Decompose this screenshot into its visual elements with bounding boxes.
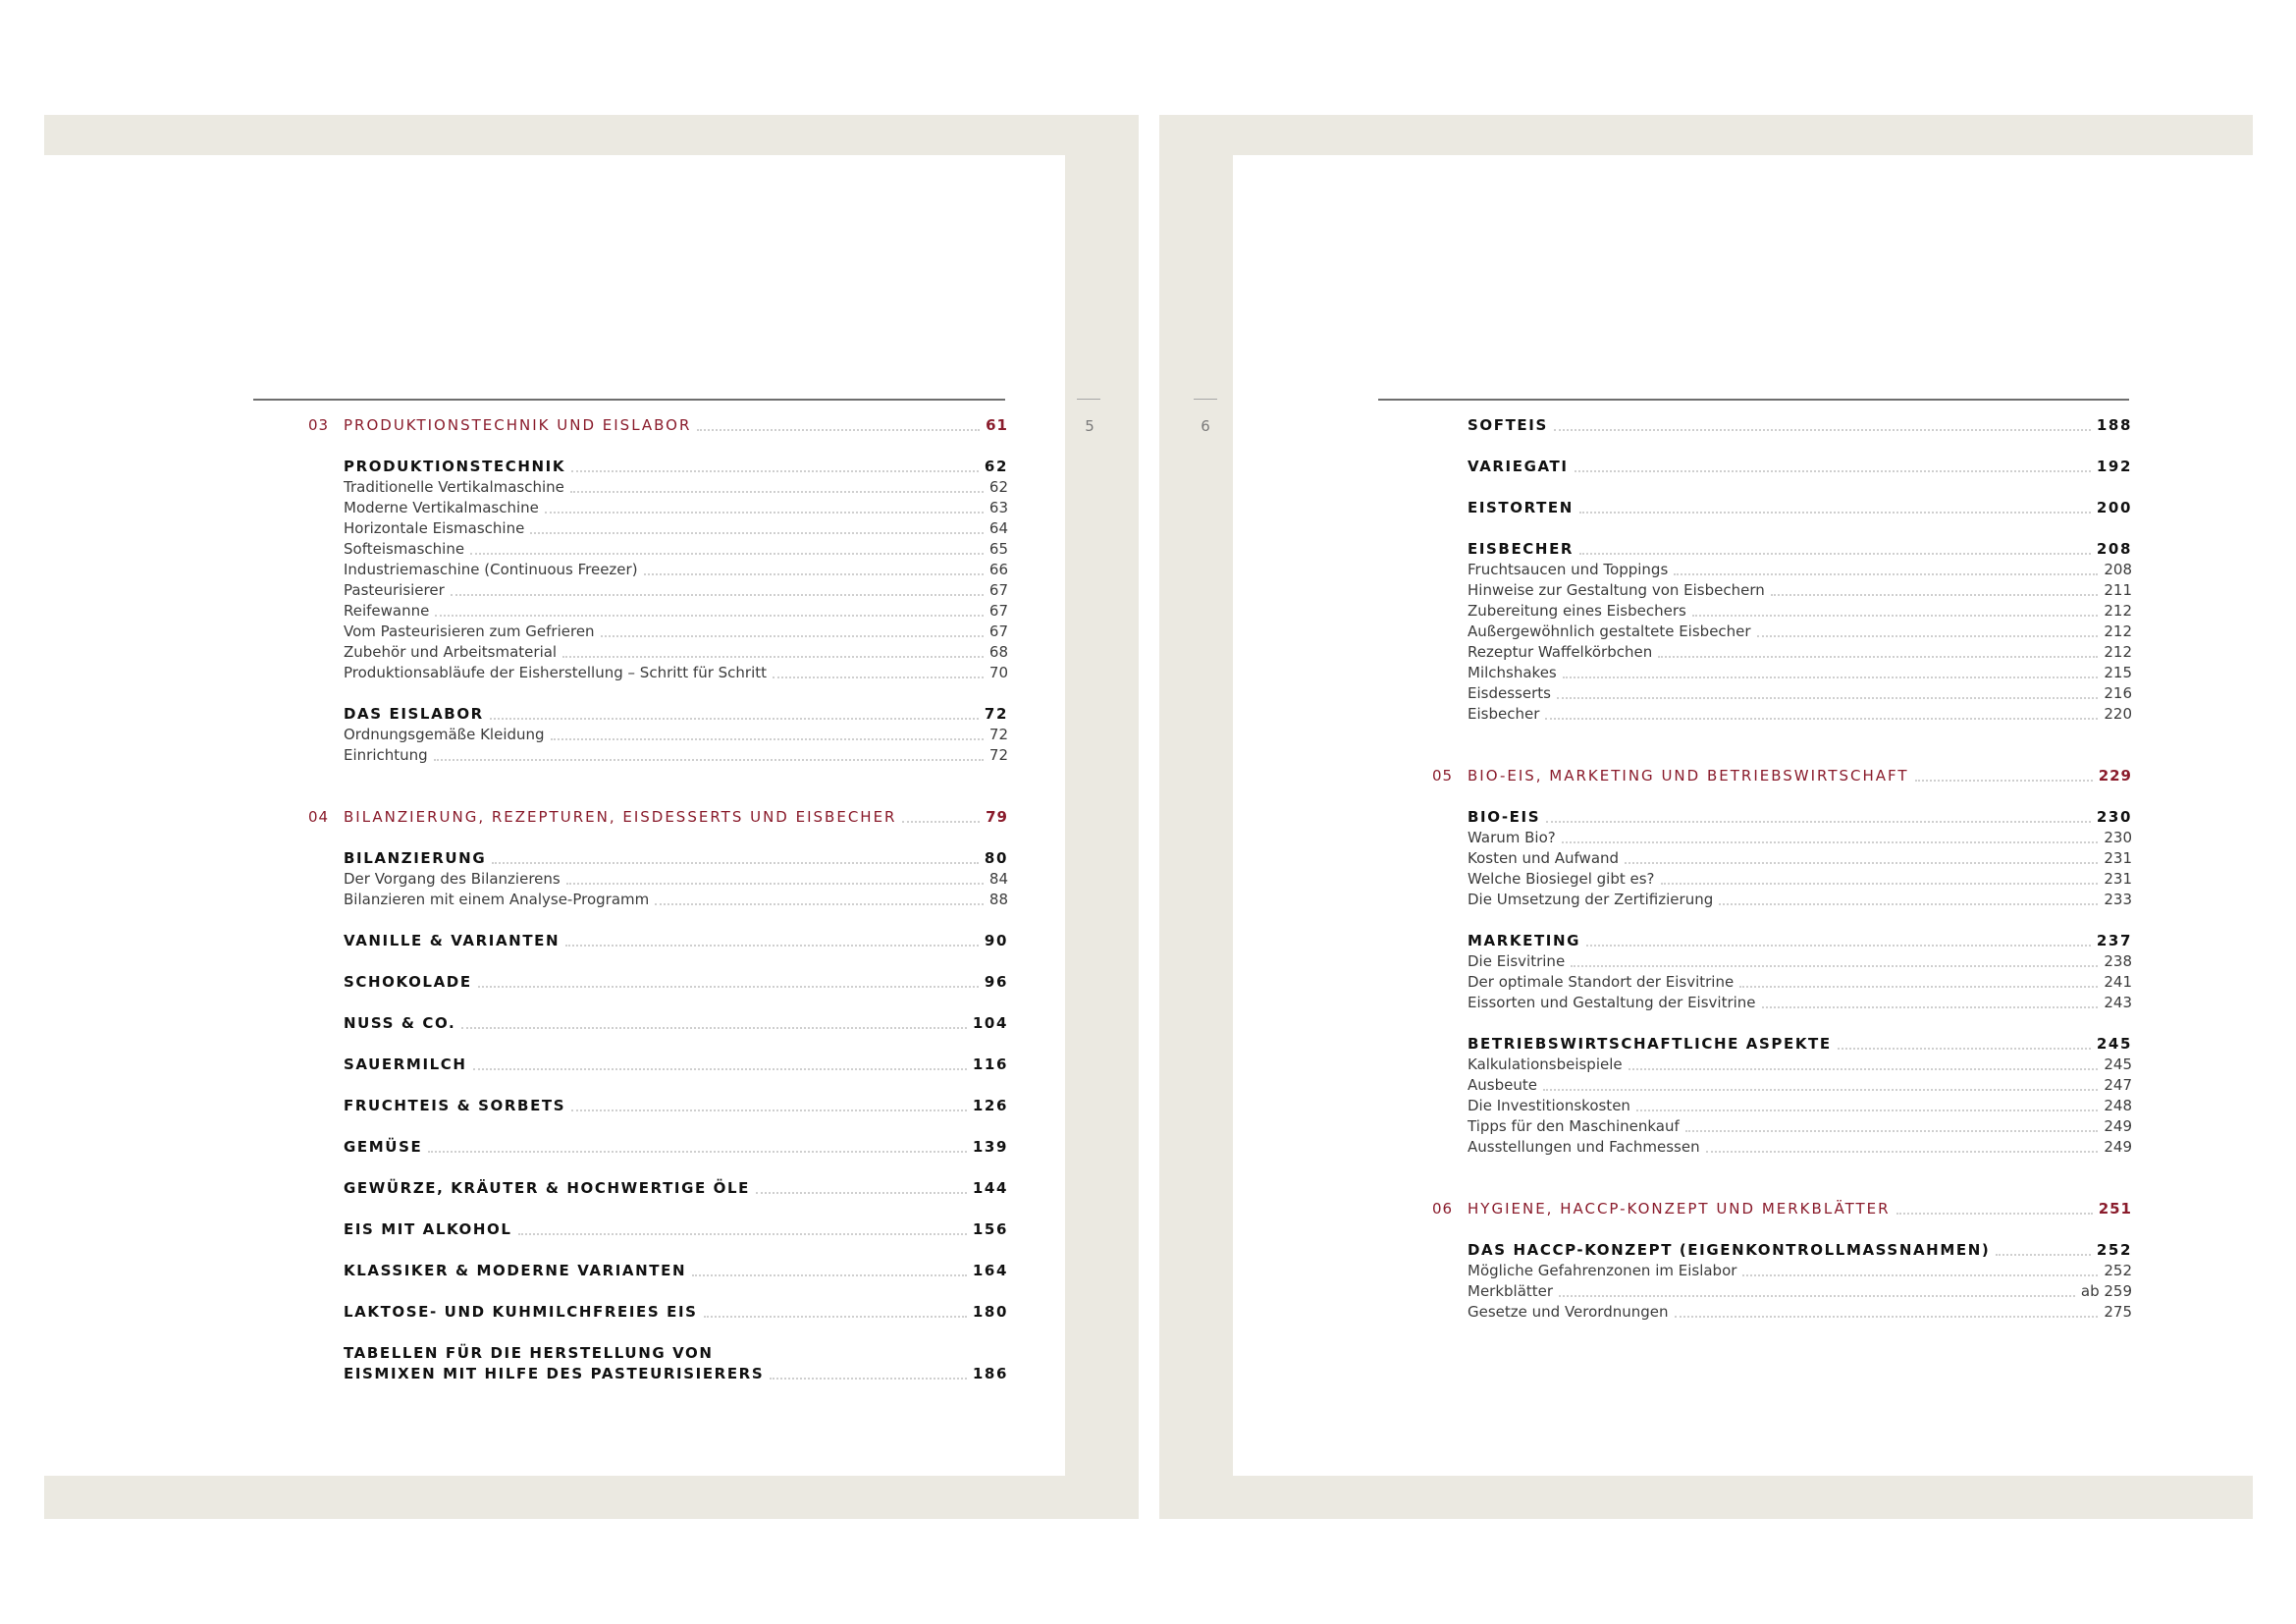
dot-leader	[551, 738, 984, 740]
toc-entry-title: Vom Pasteurisieren zum Gefrieren	[344, 623, 595, 640]
dot-leader	[756, 1192, 967, 1194]
toc-section-entry[interactable]	[344, 1219, 1008, 1240]
toc-entry-title: BIO-EIS	[1468, 808, 1541, 826]
toc-section-entry[interactable]	[344, 704, 1008, 725]
toc-entry-title-line2: EISMIXEN MIT HILFE DES PASTEURISIERERS	[344, 1365, 765, 1382]
toc-entry-title: Industriemaschine (Continuous Freezer)	[344, 561, 638, 578]
toc-entry-title: Kosten und Aufwand	[1468, 849, 1620, 867]
toc-page-number: 70	[988, 664, 1008, 681]
toc-page-number: 63	[988, 499, 1008, 516]
toc-entry-title: Produktionsabläufe der Eisherstellung – Schritt für Schritt	[344, 664, 768, 681]
toc-item-entry[interactable]	[1468, 663, 2132, 683]
toc-item-entry[interactable]	[1468, 1096, 2132, 1116]
dot-leader	[697, 429, 980, 431]
toc-page-number: 275	[2104, 1303, 2132, 1321]
dot-leader	[601, 635, 984, 637]
toc-section-entry[interactable]	[1468, 931, 2132, 951]
dot-leader	[1915, 780, 2093, 782]
dot-leader	[473, 1068, 967, 1070]
toc-section-entry[interactable]	[1468, 457, 2132, 477]
toc-entry-title: Bilanzieren mit einem Analyse-Programm	[344, 891, 650, 908]
toc-entry-title: GEWÜRZE, KRÄUTER & HOCHWERTIGE ÖLE	[344, 1179, 751, 1197]
toc-entry-title-line1: TABELLEN FÜR DIE HERSTELLUNG VON	[344, 1344, 714, 1362]
toc-entry-title: Horizontale Eismaschine	[344, 519, 525, 537]
dot-leader	[1554, 429, 2091, 431]
toc-entry-title: Merkblätter	[1468, 1282, 1554, 1300]
dot-leader	[1629, 1068, 2099, 1070]
toc-entry-title: Zubereitung eines Eisbechers	[1468, 602, 1686, 620]
toc-section-entry[interactable]	[1468, 1034, 2132, 1055]
dot-leader	[570, 491, 984, 493]
toc-page-number: 231	[2104, 870, 2132, 888]
toc-chapter-entry[interactable]	[308, 807, 1008, 828]
dot-leader	[1896, 1213, 2093, 1215]
dot-leader	[704, 1316, 967, 1318]
toc-page-number: 212	[2104, 602, 2132, 620]
toc-section-entry[interactable]	[344, 848, 1008, 869]
toc-item-entry[interactable]	[1468, 1261, 2132, 1281]
toc-page-number: 80	[984, 849, 1008, 867]
toc-item-entry[interactable]	[1468, 1281, 2132, 1302]
toc-page-number: 90	[984, 932, 1008, 949]
toc-page-number: 126	[972, 1097, 1008, 1114]
toc-section-entry[interactable]	[344, 931, 1008, 951]
toc-entry-title: EISTORTEN	[1468, 499, 1574, 516]
dot-leader	[478, 986, 979, 988]
dot-leader	[545, 512, 984, 514]
toc-page-number: 62	[988, 478, 1008, 496]
toc-item-entry[interactable]	[1468, 1302, 2132, 1323]
toc-item-entry[interactable]	[344, 560, 1008, 580]
toc-entry-title: BILANZIERUNG, REZEPTUREN, EISDESSERTS UND EISBECHER	[344, 808, 897, 826]
toc-page-number: 65	[988, 540, 1008, 558]
toc-entry-title: BILANZIERUNG	[344, 849, 487, 867]
toc-entry-title: Welche Biosiegel gibt es?	[1468, 870, 1655, 888]
toc-item-entry[interactable]	[344, 477, 1008, 498]
toc-page-number: 67	[988, 602, 1008, 620]
toc-page-number: 231	[2104, 849, 2132, 867]
dot-leader	[565, 945, 979, 947]
toc-page-number: 220	[2104, 705, 2132, 723]
toc-entry-title: BIO-EIS, MARKETING UND BETRIEBSWIRTSCHAFT	[1468, 767, 1909, 785]
left-page-number-tick	[1077, 399, 1100, 400]
dot-leader	[518, 1233, 967, 1235]
toc-page-number: 186	[972, 1365, 1008, 1382]
chapter-number: 06	[1432, 1200, 1454, 1218]
right-top-rule	[1378, 399, 2129, 401]
toc-item-entry[interactable]	[1468, 1075, 2132, 1096]
toc-page-number: 237	[2096, 932, 2132, 949]
toc-page-number: 62	[984, 458, 1008, 475]
dot-leader	[1996, 1254, 2091, 1256]
toc-entry-title: PRODUKTIONSTECHNIK	[344, 458, 566, 475]
dot-leader	[434, 759, 984, 761]
toc-section-entry[interactable]	[344, 1178, 1008, 1199]
toc-page-number: 200	[2096, 499, 2132, 516]
toc-entry-title: Kalkulationsbeispiele	[1468, 1056, 1623, 1073]
dot-leader	[1579, 553, 2091, 555]
dot-leader	[571, 1110, 967, 1111]
dot-leader	[470, 553, 984, 555]
dot-leader	[435, 615, 984, 617]
toc-item-entry[interactable]	[1468, 704, 2132, 725]
toc-entry-title: VANILLE & VARIANTEN	[344, 932, 561, 949]
toc-item-entry[interactable]	[344, 622, 1008, 642]
dot-leader	[1675, 1316, 2099, 1318]
toc-item-entry[interactable]	[1468, 848, 2132, 869]
toc-entry-title: Mögliche Gefahrenzonen im Eislabor	[1468, 1262, 1737, 1279]
toc-page-number: 192	[2096, 458, 2132, 475]
toc-item-entry[interactable]	[1468, 1116, 2132, 1137]
toc-item-entry[interactable]	[344, 890, 1008, 910]
toc-item-entry[interactable]	[344, 498, 1008, 518]
toc-entry-title: Traditionelle Vertikalmaschine	[344, 478, 564, 496]
toc-entry-title: BETRIEBSWIRTSCHAFTLICHE ASPEKTE	[1468, 1035, 1832, 1053]
toc-entry-title: Einrichtung	[344, 746, 428, 764]
dot-leader	[490, 718, 979, 720]
toc-page-number: 188	[2096, 416, 2132, 434]
toc-page-number: 241	[2104, 973, 2132, 991]
toc-entry-title: EISBECHER	[1468, 540, 1575, 558]
dot-leader	[1563, 677, 2099, 678]
toc-section-entry[interactable]	[344, 1302, 1008, 1323]
dot-leader	[1674, 573, 2098, 575]
dot-leader	[1575, 470, 2091, 472]
toc-entry-title: FRUCHTEIS & SORBETS	[344, 1097, 566, 1114]
toc-page-number: 229	[2098, 767, 2132, 785]
toc-page-number: 68	[988, 643, 1008, 661]
toc-section-entry[interactable]	[344, 1137, 1008, 1158]
dot-leader	[530, 532, 984, 534]
toc-entry-title: Ausstellungen und Fachmessen	[1468, 1138, 1700, 1156]
toc-entry-title: Die Umsetzung der Zertifizierung	[1468, 891, 1714, 908]
dot-leader	[644, 573, 984, 575]
dot-leader	[1546, 821, 2091, 823]
right-page-number: 6	[1201, 417, 1210, 435]
toc-page-number: 230	[2096, 808, 2132, 826]
toc-entry-title: DAS HACCP-KONZEPT (EIGENKONTROLLMASSNAHMEN)	[1468, 1241, 1991, 1259]
dot-leader	[1661, 883, 2099, 885]
toc-page-number: 88	[988, 891, 1008, 908]
toc-page-number: 61	[986, 416, 1008, 434]
dot-leader	[461, 1027, 967, 1029]
toc-page-number: 156	[972, 1220, 1008, 1238]
toc-section-entry[interactable]	[1468, 498, 2132, 518]
toc-item-entry[interactable]	[344, 745, 1008, 766]
toc-entry-title: GEMÜSE	[344, 1138, 423, 1156]
toc-page-number: 249	[2104, 1138, 2132, 1156]
chapter-number: 04	[308, 808, 330, 826]
dot-leader	[1562, 841, 2099, 843]
toc-entry-title: Eisbecher	[1468, 705, 1540, 723]
toc-entry-title: KLASSIKER & MODERNE VARIANTEN	[344, 1262, 687, 1279]
toc-item-entry[interactable]	[344, 642, 1008, 663]
toc-item-entry[interactable]	[344, 539, 1008, 560]
toc-section-entry[interactable]	[1468, 539, 2132, 560]
toc-entry-title: PRODUKTIONSTECHNIK UND EISLABOR	[344, 416, 692, 434]
toc-section-entry[interactable]	[344, 1261, 1008, 1281]
toc-page-number: 212	[2104, 623, 2132, 640]
toc-page-number: 247	[2104, 1076, 2132, 1094]
toc-item-entry[interactable]	[344, 518, 1008, 539]
toc-page-number: 79	[986, 808, 1008, 826]
toc-entry-title: Der Vorgang des Bilanzierens	[344, 870, 561, 888]
toc-page-number: 72	[988, 726, 1008, 743]
dot-leader	[1543, 1089, 2098, 1091]
toc-page-number: 66	[988, 561, 1008, 578]
dot-leader	[902, 821, 980, 823]
toc-item-entry[interactable]	[1468, 993, 2132, 1013]
toc-entry-title: Tipps für den Maschinenkauf	[1468, 1117, 1680, 1135]
toc-entry-title: Milchshakes	[1468, 664, 1557, 681]
toc-item-entry[interactable]	[1468, 972, 2132, 993]
right-table-of-contents	[1432, 415, 2132, 1323]
toc-page-number: 251	[2098, 1200, 2132, 1218]
dot-leader	[1739, 986, 2098, 988]
toc-page-number: 180	[972, 1303, 1008, 1321]
dot-leader	[692, 1274, 967, 1276]
left-table-of-contents	[308, 415, 1008, 1384]
toc-page-number: 252	[2104, 1262, 2132, 1279]
toc-page-number: 64	[988, 519, 1008, 537]
dot-leader	[1719, 903, 2098, 905]
toc-item-entry[interactable]	[344, 725, 1008, 745]
dot-leader	[1838, 1048, 2091, 1050]
toc-page-number: 230	[2104, 829, 2132, 846]
toc-item-entry[interactable]	[344, 580, 1008, 601]
dot-leader	[1757, 635, 2099, 637]
dot-leader	[1658, 656, 2098, 658]
toc-page-number: 211	[2104, 581, 2132, 599]
toc-page-number: 164	[972, 1262, 1008, 1279]
toc-section-entry[interactable]	[344, 1343, 1008, 1384]
toc-entry-title: Eissorten und Gestaltung der Eisvitrine	[1468, 994, 1756, 1011]
dot-leader	[1545, 718, 2098, 720]
dot-leader	[1571, 965, 2098, 967]
toc-item-entry[interactable]	[344, 601, 1008, 622]
toc-entry-title: Pasteurisierer	[344, 581, 445, 599]
chapter-number: 05	[1432, 767, 1454, 785]
dot-leader	[562, 656, 984, 658]
toc-page-number: 212	[2104, 643, 2132, 661]
dot-leader	[770, 1378, 967, 1380]
toc-section-entry[interactable]	[344, 1013, 1008, 1034]
toc-page-number: 72	[988, 746, 1008, 764]
dot-leader	[655, 903, 984, 905]
toc-page-number: 104	[972, 1014, 1008, 1032]
toc-section-entry[interactable]	[1468, 807, 2132, 828]
toc-item-entry[interactable]	[1468, 951, 2132, 972]
dot-leader	[566, 883, 984, 885]
dot-leader	[1557, 697, 2098, 699]
dot-leader	[1586, 945, 2091, 947]
toc-entry-title: SOFTEIS	[1468, 416, 1548, 434]
toc-entry-title	[344, 1343, 770, 1384]
toc-item-entry[interactable]	[344, 663, 1008, 683]
toc-chapter-entry[interactable]	[308, 415, 1008, 436]
dot-leader	[1579, 512, 2091, 514]
toc-section-entry[interactable]	[344, 1055, 1008, 1075]
toc-entry-title: DAS EISLABOR	[344, 705, 484, 723]
right-page-number-tick	[1194, 399, 1217, 400]
dot-leader	[1625, 862, 2098, 864]
dot-leader	[1706, 1151, 2099, 1153]
toc-item-entry[interactable]	[344, 869, 1008, 890]
toc-chapter-entry[interactable]	[1432, 766, 2132, 786]
dot-leader	[428, 1151, 967, 1153]
toc-page-number: 116	[972, 1056, 1008, 1073]
toc-entry-title: SAUERMILCH	[344, 1056, 467, 1073]
toc-entry-title: SCHOKOLADE	[344, 973, 472, 991]
toc-page-number: 233	[2104, 891, 2132, 908]
toc-item-entry[interactable]	[1468, 580, 2132, 601]
dot-leader	[1559, 1295, 2075, 1297]
toc-entry-title: Eisdesserts	[1468, 684, 1551, 702]
toc-entry-title: Warum Bio?	[1468, 829, 1556, 846]
toc-entry-title: Hinweise zur Gestaltung von Eisbechern	[1468, 581, 1765, 599]
toc-page-number: 243	[2104, 994, 2132, 1011]
toc-item-entry[interactable]	[1468, 622, 2132, 642]
toc-entry-title: Außergewöhnlich gestaltete Eisbecher	[1468, 623, 1751, 640]
toc-page-number: 238	[2104, 952, 2132, 970]
dot-leader	[773, 677, 984, 678]
toc-item-entry[interactable]	[1468, 683, 2132, 704]
dot-leader	[1742, 1274, 2098, 1276]
toc-entry-title: Ordnungsgemäße Kleidung	[344, 726, 545, 743]
dot-leader	[1771, 594, 2099, 596]
toc-item-entry[interactable]	[1468, 890, 2132, 910]
toc-entry-title: HYGIENE, HACCP-KONZEPT UND MERKBLÄTTER	[1468, 1200, 1891, 1218]
toc-page-number: 67	[988, 623, 1008, 640]
toc-page-number: 144	[972, 1179, 1008, 1197]
toc-page-number: 245	[2096, 1035, 2132, 1053]
toc-section-entry[interactable]	[1468, 415, 2132, 436]
toc-page-number: 139	[972, 1138, 1008, 1156]
toc-item-entry[interactable]	[1468, 601, 2132, 622]
toc-page-number: 252	[2096, 1241, 2132, 1259]
toc-entry-title: Gesetze und Verordnungen	[1468, 1303, 1669, 1321]
toc-page-number: 215	[2104, 664, 2132, 681]
chapter-number: 03	[308, 416, 330, 434]
left-page-number: 5	[1085, 417, 1095, 435]
toc-entry-title: VARIEGATI	[1468, 458, 1569, 475]
toc-entry-title: Die Eisvitrine	[1468, 952, 1566, 970]
toc-chapter-entry[interactable]	[1432, 1199, 2132, 1219]
toc-page-number: 248	[2104, 1097, 2132, 1114]
toc-section-entry[interactable]	[344, 972, 1008, 993]
toc-page-number: 67	[988, 581, 1008, 599]
dot-leader	[1692, 615, 2099, 617]
toc-entry-title: Softeismaschine	[344, 540, 465, 558]
toc-entry-title: LAKTOSE- UND KUHMILCHFREIES EIS	[344, 1303, 698, 1321]
dot-leader	[571, 470, 979, 472]
toc-item-entry[interactable]	[1468, 642, 2132, 663]
toc-entry-title: Der optimale Standort der Eisvitrine	[1468, 973, 1735, 991]
toc-section-entry[interactable]	[1468, 1240, 2132, 1261]
toc-section-entry[interactable]	[344, 1096, 1008, 1116]
toc-page-number: 208	[2096, 540, 2132, 558]
toc-page-number: ab 259	[2080, 1282, 2132, 1300]
toc-item-entry[interactable]	[1468, 1055, 2132, 1075]
toc-page-number: 208	[2104, 561, 2132, 578]
toc-item-entry[interactable]	[1468, 828, 2132, 848]
dot-leader	[451, 594, 984, 596]
toc-entry-title: NUSS & CO.	[344, 1014, 456, 1032]
dot-leader	[1685, 1130, 2099, 1132]
left-top-rule	[253, 399, 1005, 401]
toc-entry-title: Rezeptur Waffelkörbchen	[1468, 643, 1653, 661]
toc-entry-title: Zubehör und Arbeitsmaterial	[344, 643, 558, 661]
toc-item-entry[interactable]	[1468, 1137, 2132, 1158]
toc-page-number: 216	[2104, 684, 2132, 702]
toc-page-number: 245	[2104, 1056, 2132, 1073]
toc-entry-title: Fruchtsaucen und Toppings	[1468, 561, 1669, 578]
dot-leader	[1636, 1110, 2098, 1111]
dot-leader	[492, 862, 979, 864]
toc-entry-title: Reifewanne	[344, 602, 430, 620]
toc-page-number: 84	[988, 870, 1008, 888]
toc-item-entry[interactable]	[1468, 869, 2132, 890]
toc-entry-title: MARKETING	[1468, 932, 1581, 949]
toc-entry-title: Moderne Vertikalmaschine	[344, 499, 539, 516]
toc-page-number: 249	[2104, 1117, 2132, 1135]
toc-page-number: 72	[984, 705, 1008, 723]
toc-entry-title: Ausbeute	[1468, 1076, 1537, 1094]
toc-entry-title: Die Investitionskosten	[1468, 1097, 1630, 1114]
toc-item-entry[interactable]	[1468, 560, 2132, 580]
toc-entry-title: EIS MIT ALKOHOL	[344, 1220, 512, 1238]
toc-section-entry[interactable]	[344, 457, 1008, 477]
dot-leader	[1762, 1006, 2099, 1008]
toc-page-number: 96	[984, 973, 1008, 991]
